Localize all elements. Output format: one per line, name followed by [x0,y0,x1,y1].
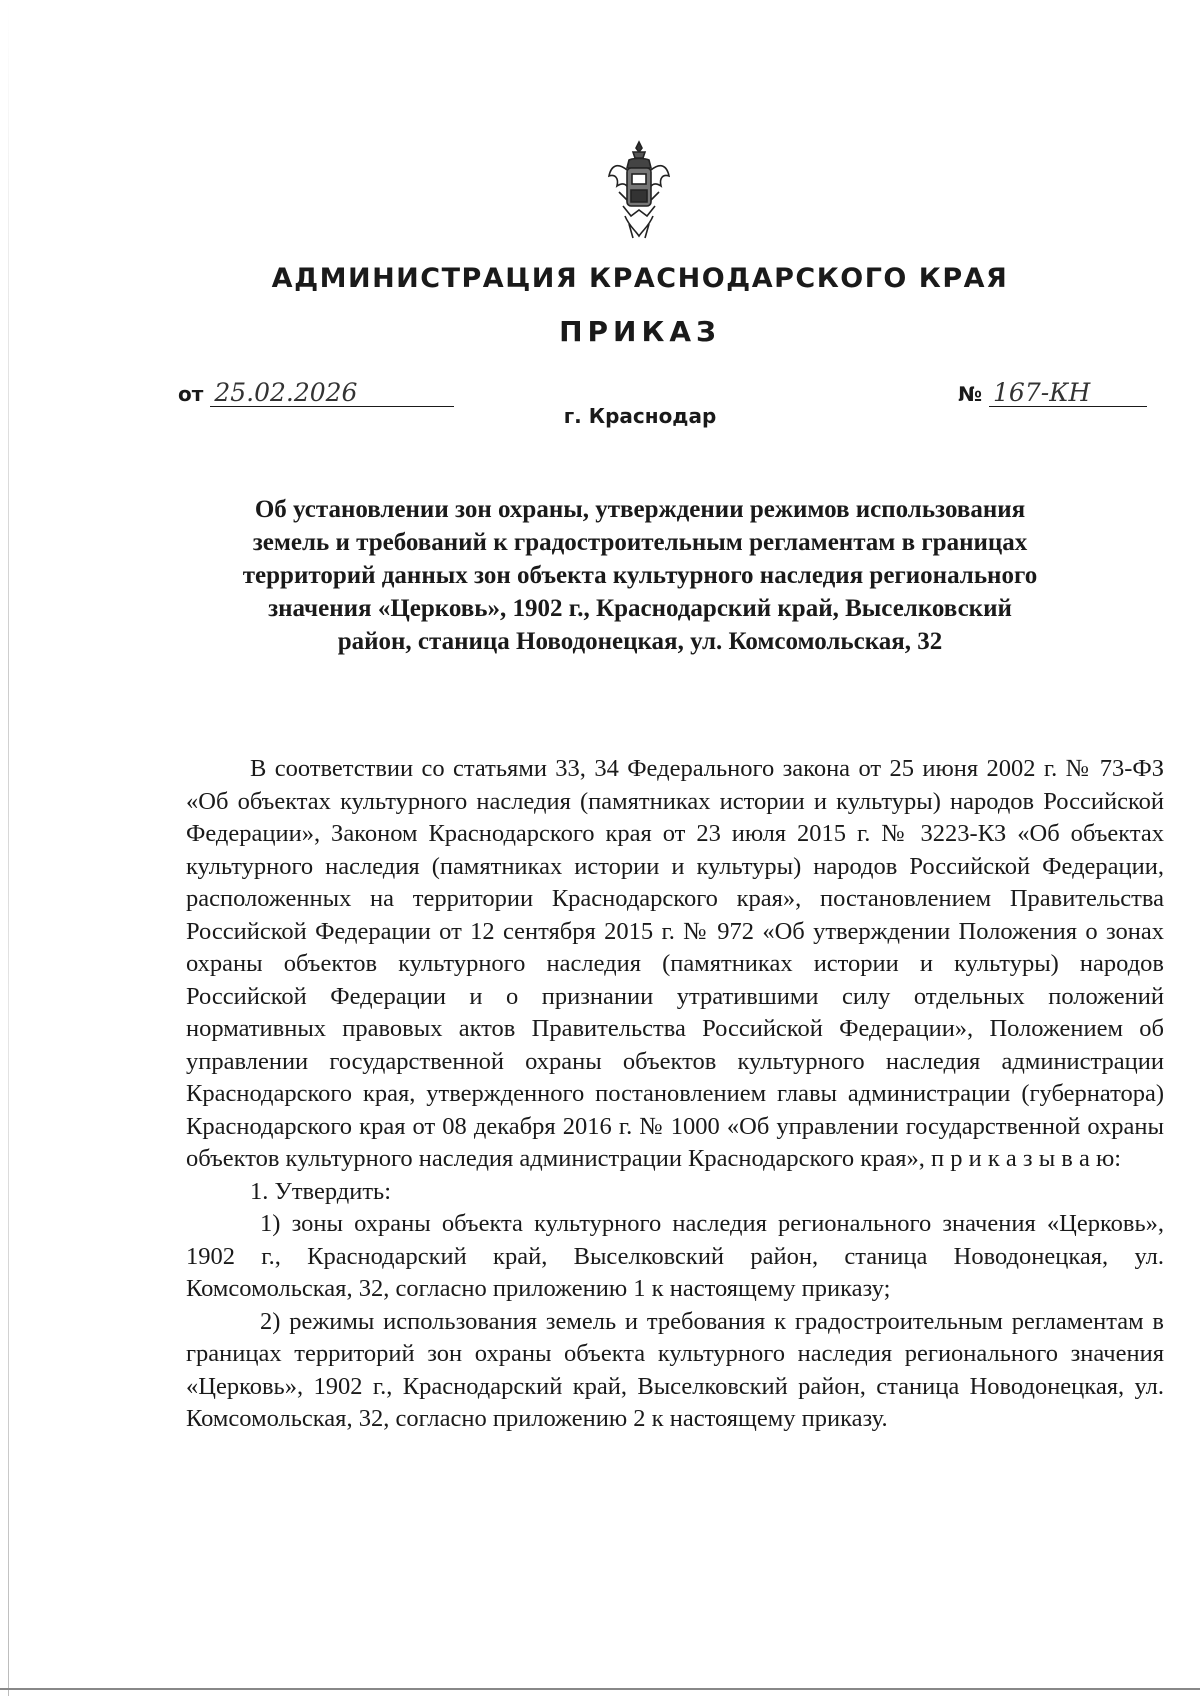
number-prefix: № [958,382,983,406]
handwritten-date: 25.02.2026 [210,380,454,407]
document-body [186,753,1164,1436]
number-line [958,380,1147,407]
organization-title: АДМИНИСТРАЦИЯ КРАСНОДАРСКОГО КРАЯ [271,263,1009,294]
date-prefix: от [178,382,204,406]
handwritten-number: 167-КН [989,380,1147,407]
coat-of-arms-icon [607,140,671,240]
document-title: Об установлении зон охраны, утверждении режимов использования земель и требований к градостроительным регламентам в границах территорий данных зон объекта культурного наследия регионального значения «Церковь», 1902 г., Краснодарский край, Выселковский район, станица Новодонецкая, ул. Комсомольская, 32 [242,496,1038,655]
preamble-paragraph: В соответствии со статьями 33, 34 Федерального закона от 25 июня 2002 г. № 73-ФЗ «Об объектах культурного наследия (памятниках истории и культуры) народов Российской Федерации», Законом Краснодарского края от 23 июля 2015 г. № 3223-КЗ «Об объектах культурного наследия (памятниках истории и культуры) народов Российской Федерации, расположенных на территории Краснодарского края», постановлением Правительства Российской Федерации от 12 сентября 2015 г. № 972 «Об утверждении Положения о зонах охраны объектов культурного наследия (памятниках истории и культуры) народов Российской Федерации и о признании утратившими силу отдельных положений нормативных правовых актов Правительства Российской Федерации», Положением об управлении государственной охраны объектов культурного наследия администрации Краснодарского края, утвержденного постановлением главы администрации (губернатора) Краснодарского края от 08 декабря 2016 г. № 1000 «Об управлении государственной охраны объектов культурного наследия администрации Краснодарского края», п р и к а з ы в а ю: [186,755,1164,1172]
date-line [178,380,454,407]
city-label: г. Краснодар [563,404,717,428]
page-bottom-edge [0,1688,1200,1690]
point-1-paragraph: 1. Утвердить: [250,1177,392,1205]
document-type: ПРИКАЗ [559,315,721,348]
scan-edge [8,0,9,1696]
item-2-paragraph: 2) режимы использования земель и требования к градостроительным регламентам в границах территорий зон охраны объекта культурного наследия регионального значения «Церковь», 1902 г., Краснодарский край, Выселковский район, станица Новодонецкая, ул. Комсомольская, 32, согласно приложению 2 к настоящему приказу. [186,1307,1164,1432]
item-1-paragraph: 1) зоны охраны объекта культурного наследия регионального значения «Церковь», 1902 г., Краснодарский край, Выселковский район, станица Новодонецкая, ул. Комсомольская, 32, согласно приложению 1 к настоящему приказу; [186,1210,1164,1302]
